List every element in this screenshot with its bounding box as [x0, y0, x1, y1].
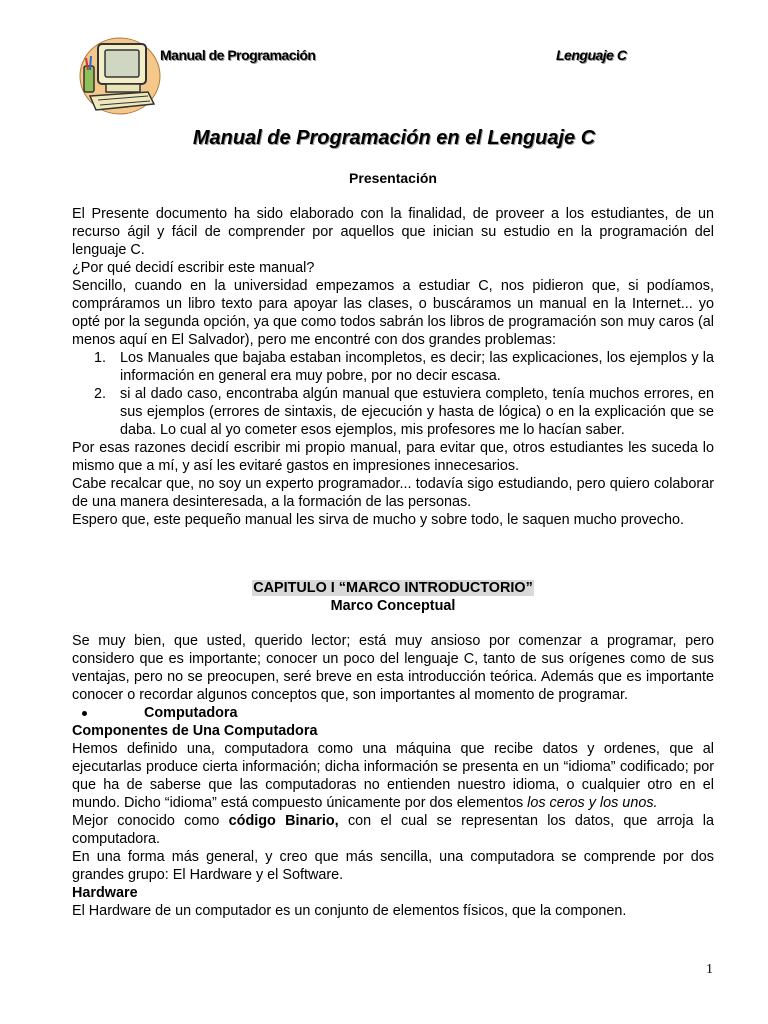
- paragraph: [72, 812, 714, 848]
- bullet-icon: [82, 711, 87, 716]
- paragraph: Cabe recalcar que, no soy un experto programador... todavía sigo estudiando, pero quiero colaborar de una manera desinteresada, a la formación de las personas.: [72, 476, 714, 510]
- page-number: 1: [706, 962, 713, 977]
- italic-text: los ceros y los unos.: [527, 795, 658, 811]
- list-item: [72, 349, 714, 385]
- paragraph: El Hardware de un computador es un conjunto de elementos físicos, que la componen.: [72, 903, 627, 919]
- chapter-heading: [0, 579, 768, 615]
- list-item-text: Los Manuales que bajaba estaban incompletos, es decir; las explicaciones, los ejemplos y la información en general era muy pobre, por no decir escasa.: [120, 350, 714, 384]
- paragraph: Espero que, este pequeño manual les sirva de mucho y sobre todo, le saquen mucho provecho.: [72, 512, 684, 528]
- paragraph: Por esas razones decidí escribir mi propio manual, para evitar que, otros estudiantes les suceda lo mismo que a mí, y así les evitaré gastos en impresiones innecesarios.: [72, 440, 714, 474]
- header-language: Lenguaje C: [556, 47, 627, 63]
- presentation-section: [72, 205, 714, 529]
- paragraph: En una forma más general, y creo que más sencilla, una computadora se comprende por dos grandes grupo: El Hardware y el Software.: [72, 849, 714, 883]
- components-heading: Componentes de Una Computadora: [72, 723, 318, 739]
- paragraph: Sencillo, cuando en la universidad empezamos a estudiar C, nos pidieron que, si podíamos, compráramos un libro texto para apoyar las clases, o buscáramos un manual en la Internet... yo opté por la segunda opción, ya que como todos sabrán los libros de programación son muy caros (al menos aquí en El Salvador), pero me encontré con dos grandes problemas:: [72, 278, 714, 348]
- presentation-heading: Presentación: [349, 170, 437, 186]
- paragraph-text: Mejor conocido como: [72, 813, 229, 829]
- list-number: 1.: [94, 350, 107, 366]
- list-item: [72, 385, 714, 439]
- list-number: 2.: [94, 386, 107, 402]
- header-manual-title: Manual de Programación: [160, 47, 316, 63]
- hardware-heading: Hardware: [72, 885, 138, 901]
- paragraph: El Presente documento ha sido elaborado con la finalidad, de proveer a los estudiantes, de un recurso ágil y fácil de comprender por aquellos que inician su estudio en la programación del lenguaje C.: [72, 206, 714, 258]
- paragraph-text: con el cual se representan los datos, que arroja la computadora.: [72, 813, 714, 847]
- numbered-list: [72, 349, 714, 439]
- paragraph: [72, 740, 714, 812]
- document-title: Manual de Programación en el Lenguaje C: [192, 127, 596, 149]
- paragraph-text: Hemos definido una, computadora como una máquina que recibe datos y ordenes, que al ejecutarlas produce cierta información; dicha información se presenta en un “idioma” codificado; por que ha de saberse que las computadoras no entienden nuestro idioma, o cualquier otro en el mundo. Dicho “idioma” está compuesto únicamente por dos elementos: [72, 741, 714, 811]
- chapter-subtitle: Marco Conceptual: [330, 598, 456, 614]
- bullet-text: Computadora: [144, 705, 238, 721]
- paragraph: ¿Por qué decidí escribir este manual?: [72, 260, 315, 276]
- page-header: [0, 0, 768, 120]
- list-item-text: si al dado caso, encontraba algún manual que estuviera completo, tenía muchos errores, en sus ejemplos (errores de sintaxis, de ejecución y hasta de lógica) o en la explicación que se daba. Lo cual al yo cometer esos ejemplos, mis profesores me lo hacían saber.: [120, 386, 714, 438]
- paragraph: Se muy bien, que usted, querido lector; está muy ansioso por comenzar a programar, pero considero que es importante; conocer un poco del lenguaje C, tanto de sus orígenes como de sus ventajas, pero no se preocupen, seré breve en esta introducción teórica. Además que es importante conocer o recordar algunos conceptos que, son importantes al momento de programar.: [72, 633, 714, 703]
- intro-section: [72, 632, 714, 920]
- bold-text: código Binario,: [228, 813, 339, 829]
- chapter-title: CAPITULO I “MARCO INTRODUCTORIO”: [253, 580, 533, 596]
- bullet-item: [72, 704, 714, 722]
- computer-clipart-icon: [76, 30, 166, 120]
